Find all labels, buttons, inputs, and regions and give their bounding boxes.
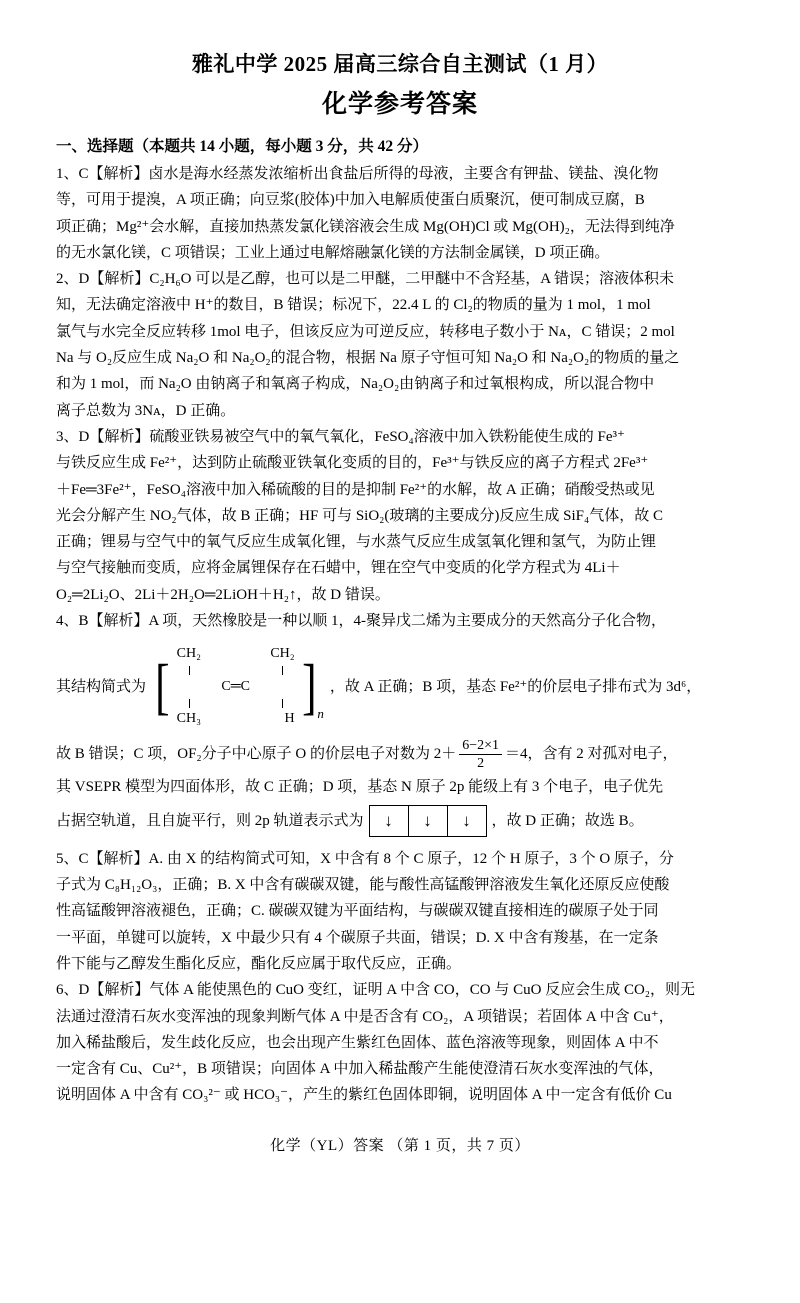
- answer-line: 子式为 C₈H₁₂O₃，正确；B. X 中含有碳碳双键，能与酸性高锰酸钾溶液发生氧化还原反应使酸: [56, 877, 670, 894]
- orbital-cell: ↓: [370, 806, 409, 836]
- answer-line: 氯气与水完全反应转移 1mol 电子，但该反应为可逆反应，转移电子数小于 Nᴀ，C 错误；2 mol: [56, 323, 675, 340]
- formula-double-bond: C═C: [221, 678, 250, 694]
- section-heading: 一、选择题（本题共 14 小题，每小题 3 分，共 42 分）: [56, 138, 429, 155]
- answer-line: Na 与 O₂反应生成 Na₂O 和 Na₂O₂的混合物，根据 Na 原子守恒可知 Na₂O 和 Na₂O₂的物质的量之: [56, 350, 680, 367]
- answer-line: 法通过澄清石灰水变浑浊的现象判断气体 A 中是否含有 CO₂，A 项错误；若固体 A 中含 Cu⁺，: [56, 1008, 674, 1025]
- bracket-left-icon: [: [155, 652, 170, 721]
- answer-line: 4、B【解析】A 项，天然橡胶是一种以顺 1，4-聚异戊二烯为主要成分的天然高分子化合物，: [56, 613, 667, 630]
- answer-line: 光会分解产生 NO₂气体，故 B 正确；HF 可与 SiO₂(玻璃的主要成分)反应生成 SiF₄气体，故 C: [56, 507, 663, 524]
- answer-block-q2: [56, 267, 744, 423]
- inline-fraction: [459, 737, 502, 773]
- answer-line: 3、D【解析】硫酸亚铁易被空气中的氧气氧化，FeSO₄溶液中加入铁粉能使生成的 Fe³⁺: [56, 428, 625, 445]
- orbital-box-diagram: [369, 805, 487, 837]
- answer-line: 加入稀盐酸后，发生歧化反应，也会出现产生紫红色固体、蓝色溶液等现象，则固体 A 中不: [56, 1034, 659, 1051]
- answer-line: 其 VSEPR 模型为四面体形，故 C 正确；D 项，基态 N 原子 2p 能级上有 3 个电子，电子优先: [56, 778, 664, 795]
- answer-line: 项正确；Mg²⁺会水解，直接加热蒸发氯化镁溶液会生成 Mg(OH)Cl 或 Mg(OH)₂，无法得到纯净: [56, 218, 675, 235]
- formula-tail-text: ，故 A 正确；B 项，基态 Fe²⁺的价层电子排布式为 3d⁶，: [329, 678, 702, 695]
- bracket-right-icon: ]: [301, 652, 317, 721]
- fraction-lead-text: 故 B 错误；C 项，OF₂分子中心原子 O 的价层电子对数为 2＋: [56, 746, 457, 763]
- fraction-denominator: 2: [477, 756, 485, 772]
- answer-line: O₂═2Li₂O、2Li＋2H₂O═2LiOH＋H₂↑，故 D 错误。: [56, 586, 390, 603]
- subject-title: 化学参考答案: [321, 91, 478, 118]
- formula-bottom-right: H: [284, 711, 295, 727]
- answer-line: 5、C【解析】A. 由 X 的结构简式可知，X 中含有 8 个 C 原子，12 个 H 原子，3 个 O 原子，分: [56, 850, 674, 867]
- answer-line: 2、D【解析】C₂H₆O 可以是乙醇，也可以是二甲醚，二甲醚中不含羟基，A 错误；溶液体积未: [56, 271, 674, 288]
- orbital-cell: ↓: [462, 811, 471, 831]
- answer-line: 等，可用于提溴，A 项正确；向豆浆(胶体)中加入电解质使蛋白质聚沉，便可制成豆腐，B: [56, 192, 645, 209]
- orbital-cell: ↓: [409, 806, 448, 836]
- answer-block-q3: [56, 425, 744, 607]
- answer-line: ＋Fe═3Fe²⁺，FeSO₄溶液中加入稀硫酸的目的是抑制 Fe²⁺的水解，故 A 正确；硝酸受热或见: [56, 481, 655, 498]
- formula-top-left: CH₂: [176, 646, 202, 662]
- page-title: 雅礼中学 2025 届高三综合自主测试（1 月）: [191, 52, 609, 76]
- answer-block-q6: [56, 978, 744, 1107]
- page-footer: 化学（YL）答案 （第 1 页，共 7 页）: [270, 1137, 530, 1154]
- answer-block-q1: [56, 162, 744, 265]
- answer-line: 1、C【解析】卤水是海水经蒸发浓缩析出食盐后所得的母液，主要含有钾盐、镁盐、溴化物: [56, 166, 659, 182]
- structural-formula-row: [56, 643, 744, 730]
- fraction-line: [56, 737, 744, 773]
- answer-line: 与空气接触而变质，应将金属锂保存在石蜡中，锂在空气中变质的化学方程式为 4Li＋: [56, 560, 621, 577]
- answer-block-q4: [56, 609, 744, 837]
- answer-line: 件下能与乙醇发生酯化反应，酯化反应属于取代反应，正确。: [56, 956, 462, 972]
- answer-line: 一平面，单键可以旋转，X 中最少只有 4 个碳原子共面，错误；D. X 中含有羧基，在一定条: [56, 929, 659, 946]
- orbital-diagram-line: [56, 805, 744, 837]
- answer-line: 说明固体 A 中含有 CO₃²⁻ 或 HCO₃⁻，产生的紫红色固体即铜，说明固体 A 中一定含有低价 Cu: [56, 1087, 672, 1104]
- answer-line: 性高锰酸钾溶液褪色，正确；C. 碳碳双键为平面结构，与碳碳双键直接相连的碳原子处于同: [56, 903, 659, 920]
- fraction-tail-text: ＝4，含有 2 对孤对电子，: [505, 746, 678, 763]
- answer-line: 一定含有 Cu、Cu²⁺，B 项错误；向固体 A 中加入稀盐酸产生能使澄清石灰水变浑浊的气体，: [56, 1061, 664, 1078]
- answer-line: 知，无法确定溶液中 H⁺的数目，B 错误；标况下，22.4 L 的 Cl₂的物质的量为 1 mol，1 mol: [56, 297, 651, 314]
- answer-line: 的无水氯化镁，C 项错误；工业上通过电解熔融氯化镁的方法制金属镁，D 项正确。: [56, 244, 610, 261]
- answer-line: 与铁反应生成 Fe²⁺，达到防止硫酸亚铁氧化变质的目的，Fe³⁺与铁反应的离子方程式 2Fe³⁺: [56, 455, 649, 472]
- answer-line: 和为 1 mol，而 Na₂O 由钠离子和氧离子构成，Na₂O₂由钠离子和过氧根构成，所以混合物中: [56, 376, 655, 393]
- polyisoprene-structure: [152, 643, 324, 730]
- formula-top-right: CH₂: [270, 646, 295, 662]
- formula-lead-text: 其结构简式为: [56, 678, 147, 695]
- answer-line: 离子总数为 3Nᴀ，D 正确。: [56, 402, 236, 419]
- fraction-numerator: 6−2×1: [459, 737, 502, 756]
- answer-block-q5: [56, 847, 744, 976]
- answer-line: 正确；锂易与空气中的氧气反应生成氧化锂，与水蒸气反应生成氢氧化锂和氢气，为防止锂: [56, 534, 657, 551]
- answer-line: 6、D【解析】气体 A 能使黑色的 CuO 变红，证明 A 中含 CO，CO 与 CuO 反应会生成 CO₂，则无: [56, 982, 696, 999]
- orbital-tail-text: ，故 D 正确；故选 B。: [491, 812, 644, 829]
- formula-subscript: n: [317, 705, 324, 721]
- orbital-lead-text: 占据空轨道，且自旋平行，则 2p 轨道表示式为: [56, 812, 364, 829]
- formula-bottom-left: CH₃: [176, 711, 202, 727]
